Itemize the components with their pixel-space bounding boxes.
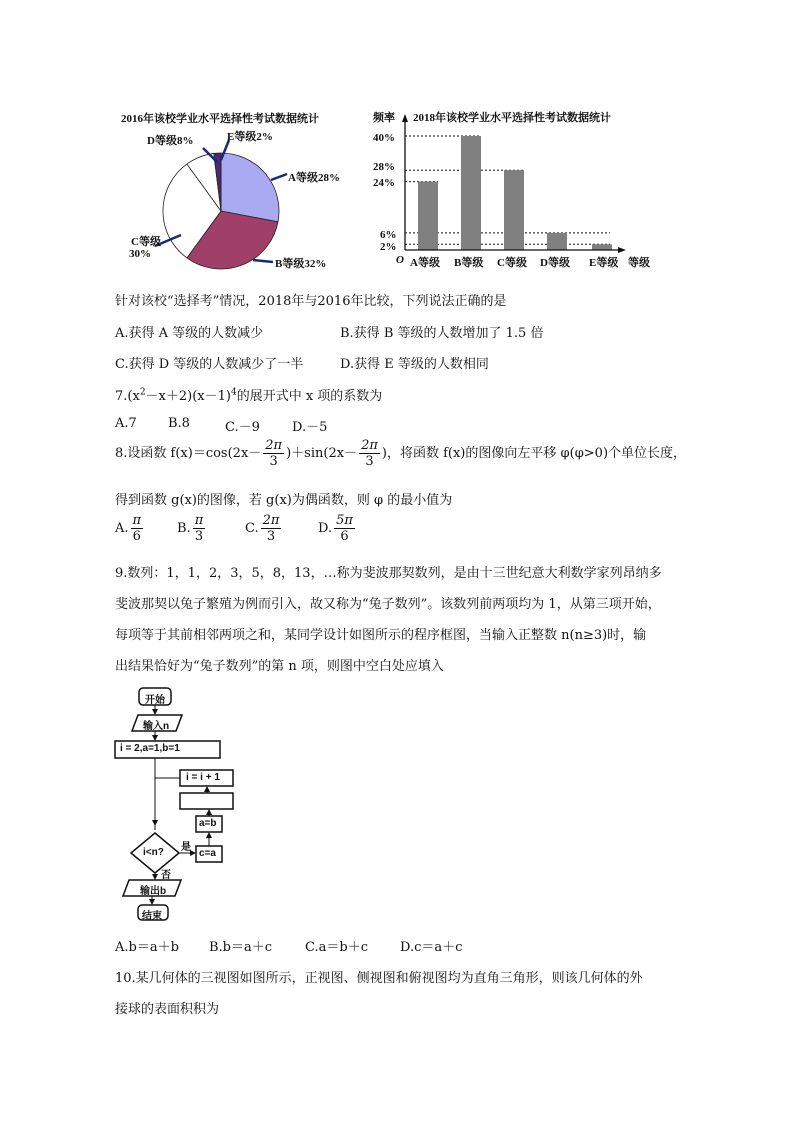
ytick-2: 2% <box>380 241 397 253</box>
q8-p3: )，将函数 f(x)的图像向左平移 φ(φ>0)个单位长度， <box>381 446 687 461</box>
flowchart-svg <box>110 685 250 925</box>
ytick-6: 6% <box>380 229 397 241</box>
fc-start-label: 开始 <box>145 695 165 706</box>
pie-label-a: A等级28% <box>288 172 340 184</box>
q8-p2: )＋sin(2x－ <box>286 446 358 461</box>
fc-init-label: i = 2,a=1,b=1 <box>120 743 180 754</box>
bar-chart-title: 2018年该校学业水平选择性考试数据统计 <box>413 112 611 124</box>
q8-option-a: A. $\frac{\pi}{6}$ <box>115 513 142 544</box>
fc-cond-label: i<n? <box>143 847 164 858</box>
q7-option-c: C.－9 <box>225 420 260 435</box>
ytick-28: 28% <box>373 161 395 173</box>
q8-option-d: D. $\frac{5\pi}{6}$ <box>318 513 353 544</box>
fc-inc-label: i = i + 1 <box>186 772 220 783</box>
pie-label-c1: C等级 <box>131 236 161 248</box>
q9-option-d: D.c＝a＋c <box>400 940 463 955</box>
q9-option-c: C.a＝b＋c <box>305 940 368 955</box>
pie-chart <box>105 100 365 280</box>
origin-label: O <box>396 254 404 266</box>
ytick-40: 40% <box>373 132 395 144</box>
q7-post: 的展开式中 x 项的系数为 <box>236 389 383 404</box>
x-axis-label: 等级 <box>628 257 650 269</box>
q9-option-b: B.b＝a＋c <box>209 940 273 955</box>
q8-frac-1: $\frac{2\pi}{3}$ <box>265 438 283 469</box>
q6-stem: 针对该校“选择考”情况，2018年与2016年比较，下列说法正确的是 <box>115 294 507 309</box>
q7-mid: －x＋2)(x－1) <box>145 389 231 404</box>
q10-line1: 10.某几何体的三视图如图所示，正视图、侧视图和俯视图均为直角三角形，则该几何体的外 <box>115 971 643 986</box>
fc-no-label: 否 <box>161 870 171 881</box>
bar-D等级 <box>547 233 567 250</box>
bar-chart <box>370 100 670 280</box>
q7-option-d: D.－5 <box>292 420 328 435</box>
fc-ca-label: c=a <box>199 848 216 859</box>
q8-frac-2: $\frac{2\pi}{3}$ <box>361 438 378 469</box>
fc-ab-label: a=b <box>199 818 217 829</box>
bar-svg <box>370 100 670 280</box>
fc-blank-shape <box>180 793 233 809</box>
bar-y-label: 频率 <box>373 112 395 124</box>
q6-option-a: A.获得 A 等级的人数减少 <box>115 326 264 341</box>
q10-line2: 接球的表面积积为 <box>115 1002 220 1017</box>
pie-chart-title: 2016年该校学业水平选择性考试数据统计 <box>121 113 319 125</box>
q7-stem <box>115 385 382 404</box>
q8-p1: 8.设函数 f(x)＝cos(2x－ <box>115 446 262 461</box>
q7-option-b: B.8 <box>168 416 190 431</box>
xcat-b: B等级 <box>454 257 484 269</box>
pie-label-e: E等级2% <box>227 131 273 143</box>
q8-option-c: C. $\frac{2\pi}{3}$ <box>245 513 280 544</box>
q9-line3: 每项等于其前相邻两项之和，某同学设计如图所示的程序框图，当输入正整数 n(n≥3)时，输 <box>115 628 647 643</box>
bar-C等级 <box>504 170 524 250</box>
pie-slice-a <box>221 153 279 222</box>
fc-input-label: 输入n <box>143 721 170 732</box>
q8-line2: 得到函数 g(x)的图像，若 g(x)为偶函数，则 φ 的最小值为 <box>115 493 453 508</box>
pie-label-d: D等级8% <box>147 135 194 147</box>
bar-B等级 <box>461 136 481 250</box>
q9-line4: 出结果恰好为“兔子数列”的第 n 项，则图中空白处应填入 <box>115 659 444 674</box>
xcat-c: C等级 <box>497 257 527 269</box>
q6-option-c: C.获得 D 等级的人数减少了一半 <box>115 357 304 372</box>
q9-option-a: A.b＝a＋b <box>115 940 179 955</box>
q8-option-b: B. $\frac{\pi}{3}$ <box>177 513 204 544</box>
pie-leader-b <box>253 260 273 262</box>
flowchart <box>110 685 250 925</box>
xcat-d: D等级 <box>540 257 570 269</box>
bar-A等级 <box>418 182 438 250</box>
x-axis-arrow <box>618 247 626 253</box>
fc-end-label: 结束 <box>142 911 162 922</box>
fc-yes-label: 是 <box>181 842 191 853</box>
q7-option-a: A.7 <box>115 416 137 431</box>
q7-sup2: 4 <box>230 387 237 398</box>
xcat-a: A等级 <box>410 257 440 269</box>
q6-option-d: D.获得 E 等级的人数相同 <box>340 357 489 372</box>
q6-option-b: B.获得 B 等级的人数增加了 1.5 倍 <box>340 326 544 341</box>
q9-line1: 9.数列：1，1，2，3，5，8，13，…称为斐波那契数列，是由十三世纪意大利数学家列昂纳多 <box>115 566 662 581</box>
ytick-24: 24% <box>373 177 395 189</box>
xcat-e: E等级 <box>589 257 619 269</box>
q8-stem <box>115 438 686 469</box>
q7-sup1: 2 <box>139 387 146 398</box>
y-axis-arrow <box>402 114 408 122</box>
q9-line2: 斐波那契以兔子繁殖为例而引入，故又称为“兔子数列”。该数列前两项均为 1，从第三项开始， <box>115 597 661 612</box>
q7-pre: 7.(x <box>115 389 140 404</box>
pie-label-c2: 30% <box>129 248 151 260</box>
pie-label-b: B等级32% <box>275 258 327 270</box>
fc-output-label: 输出b <box>140 886 167 897</box>
bar-E等级 <box>592 244 612 250</box>
pie-leader-a <box>271 174 287 180</box>
